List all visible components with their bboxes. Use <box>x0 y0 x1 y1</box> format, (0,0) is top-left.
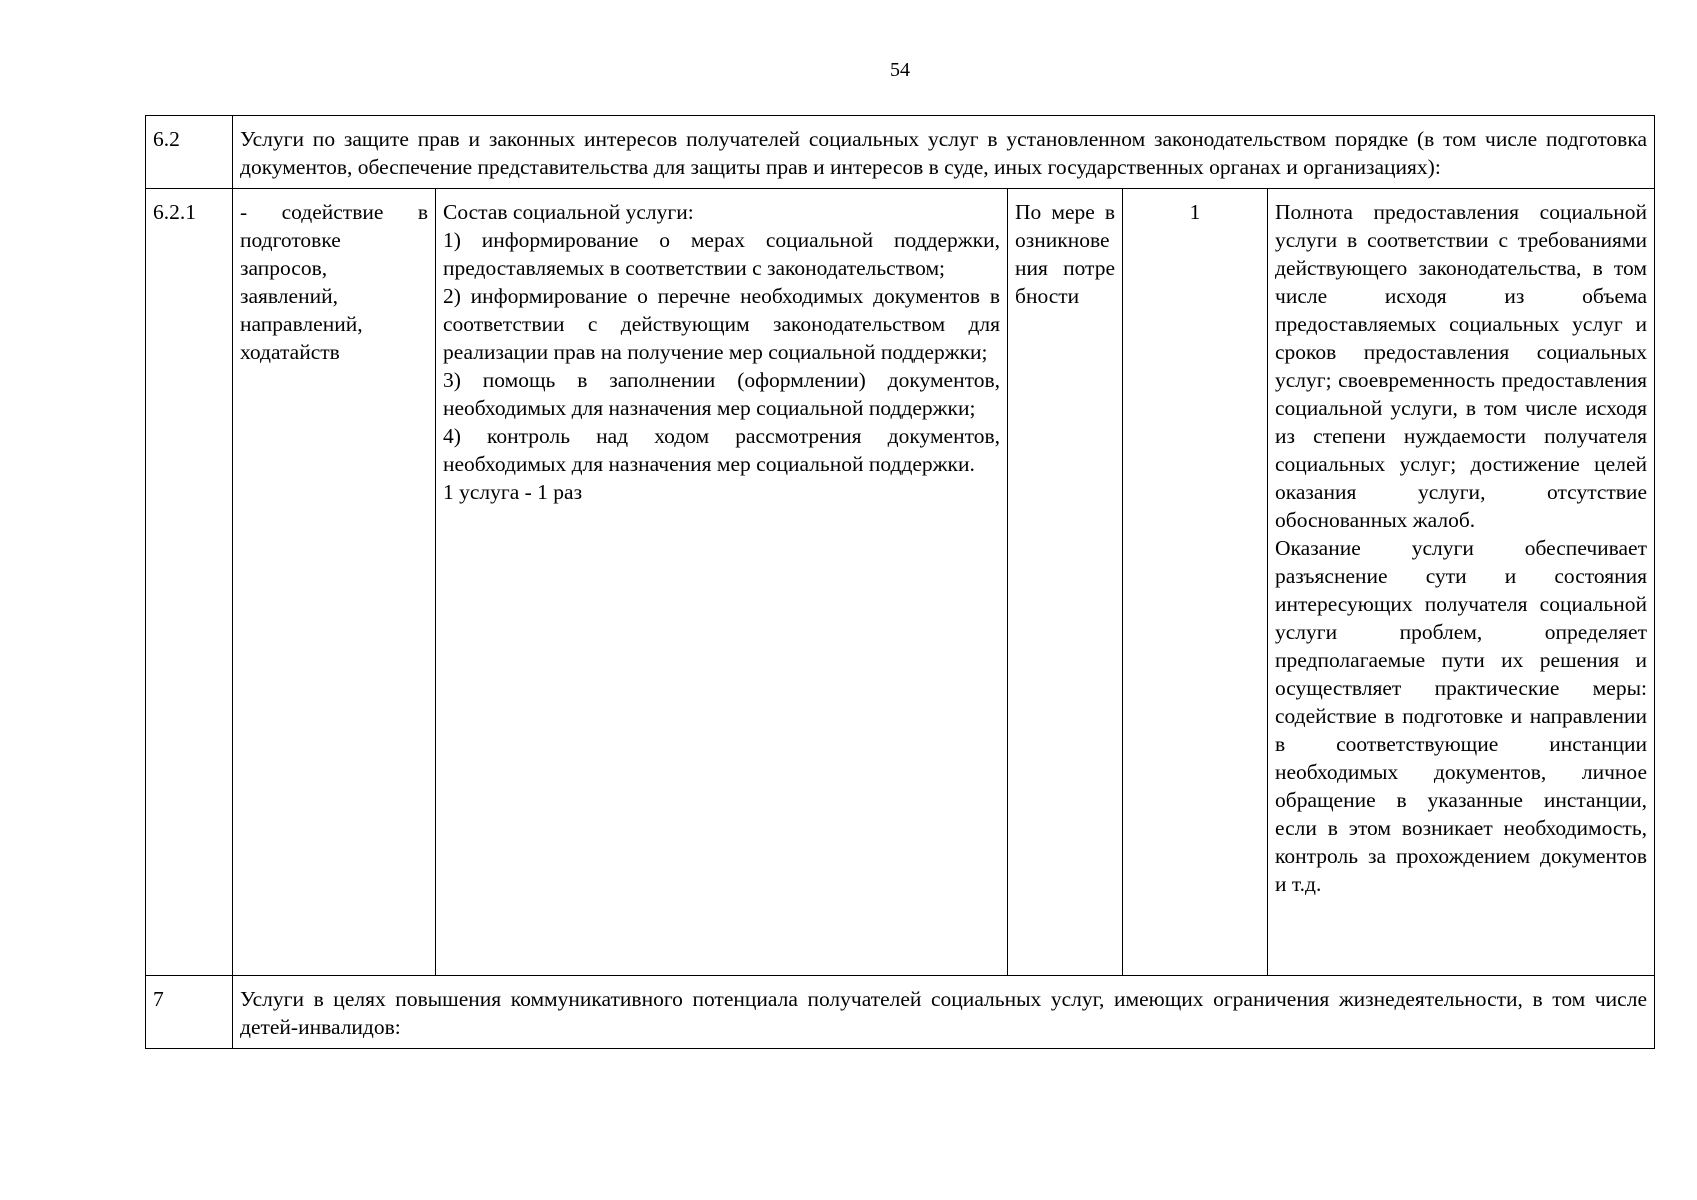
quantity: 1 <box>1189 200 1201 224</box>
composition-norm: 1 услуга - 1 раз <box>443 480 583 504</box>
section-title: Услуги в целях повышения коммуникативного потенциала получателей социальных услуг, имеющих ограничения жизнедеятельности, в том числе детей-инвалидов: <box>240 987 1647 1039</box>
table-row-6-2 <box>146 116 1655 189</box>
quantity-cell <box>1123 189 1268 976</box>
periodicity: По мере возникновения потребности <box>1015 200 1115 308</box>
composition-item-2: 2) информирование о перечне необходимых документов в соответствии с действующим законодательством для реализации прав на получение мер социальной поддержки; <box>443 284 1000 364</box>
composition-title: Состав социальной услуги: <box>443 200 694 224</box>
quality-cell <box>1268 189 1655 976</box>
section-title: Услуги по защите прав и законных интересов получателей социальных услуг в установленном законодательством порядке (в том числе подготовка документов, обеспечение представительства для защиты прав и интересов в суде, иных государственных органах и организациях): <box>240 127 1647 179</box>
row-number: 7 <box>153 987 164 1011</box>
quality-paragraph-1: Полнота предоставления социальной услуги в соответствии с требованиями действующего законодательства, в том числе исходя из объема предоставляемых социальных услуг и сроков предоставления социальных услуг; своевременность предоставления социальной услуги, в том числе исходя из степени нуждаемости получателя социальных услуг; достижение целей оказания услуги, отсутствие обоснованных жалоб. <box>1275 200 1647 532</box>
row-number-cell <box>146 976 233 1049</box>
composition-item-4: 4) контроль над ходом рассмотрения документов, необходимых для назначения мер социальной поддержки. <box>443 424 1000 476</box>
row-number-cell <box>146 189 233 976</box>
table-row-7 <box>146 976 1655 1049</box>
table-row-6-2-1 <box>146 189 1655 976</box>
service-name-cell <box>233 189 436 976</box>
section-title-cell <box>233 116 1655 189</box>
section-title-cell <box>233 976 1655 1049</box>
quality-paragraph-2: Оказание услуги обеспечивает разъяснение сути и состояния интересующих получателя социальной услуги проблем, определяет предполагаемые пути их решения и осуществляет практические меры: содействие в подготовке и направлении в соответствующие инстанции необходимых документов, личное обращение в указанные инстанции, если в этом возникает необходимость, контроль за прохождением документов и т.д. <box>1275 536 1647 896</box>
page-number: 54 <box>890 59 910 81</box>
row-number: 6.2 <box>153 127 180 151</box>
row-number: 6.2.1 <box>153 200 196 224</box>
periodicity-cell <box>1008 189 1123 976</box>
service-composition-cell <box>436 189 1008 976</box>
service-name: - содействие в подготовке запросов, заявлений, направлений, ходатайств <box>240 200 428 364</box>
services-table <box>145 115 1655 1049</box>
composition-item-3: 3) помощь в заполнении (оформлении) документов, необходимых для назначения мер социальной поддержки; <box>443 368 1000 420</box>
composition-item-1: 1) информирование о мерах социальной поддержки, предоставляемых в соответствии с законодательством; <box>443 228 1000 280</box>
row-number-cell <box>146 116 233 189</box>
